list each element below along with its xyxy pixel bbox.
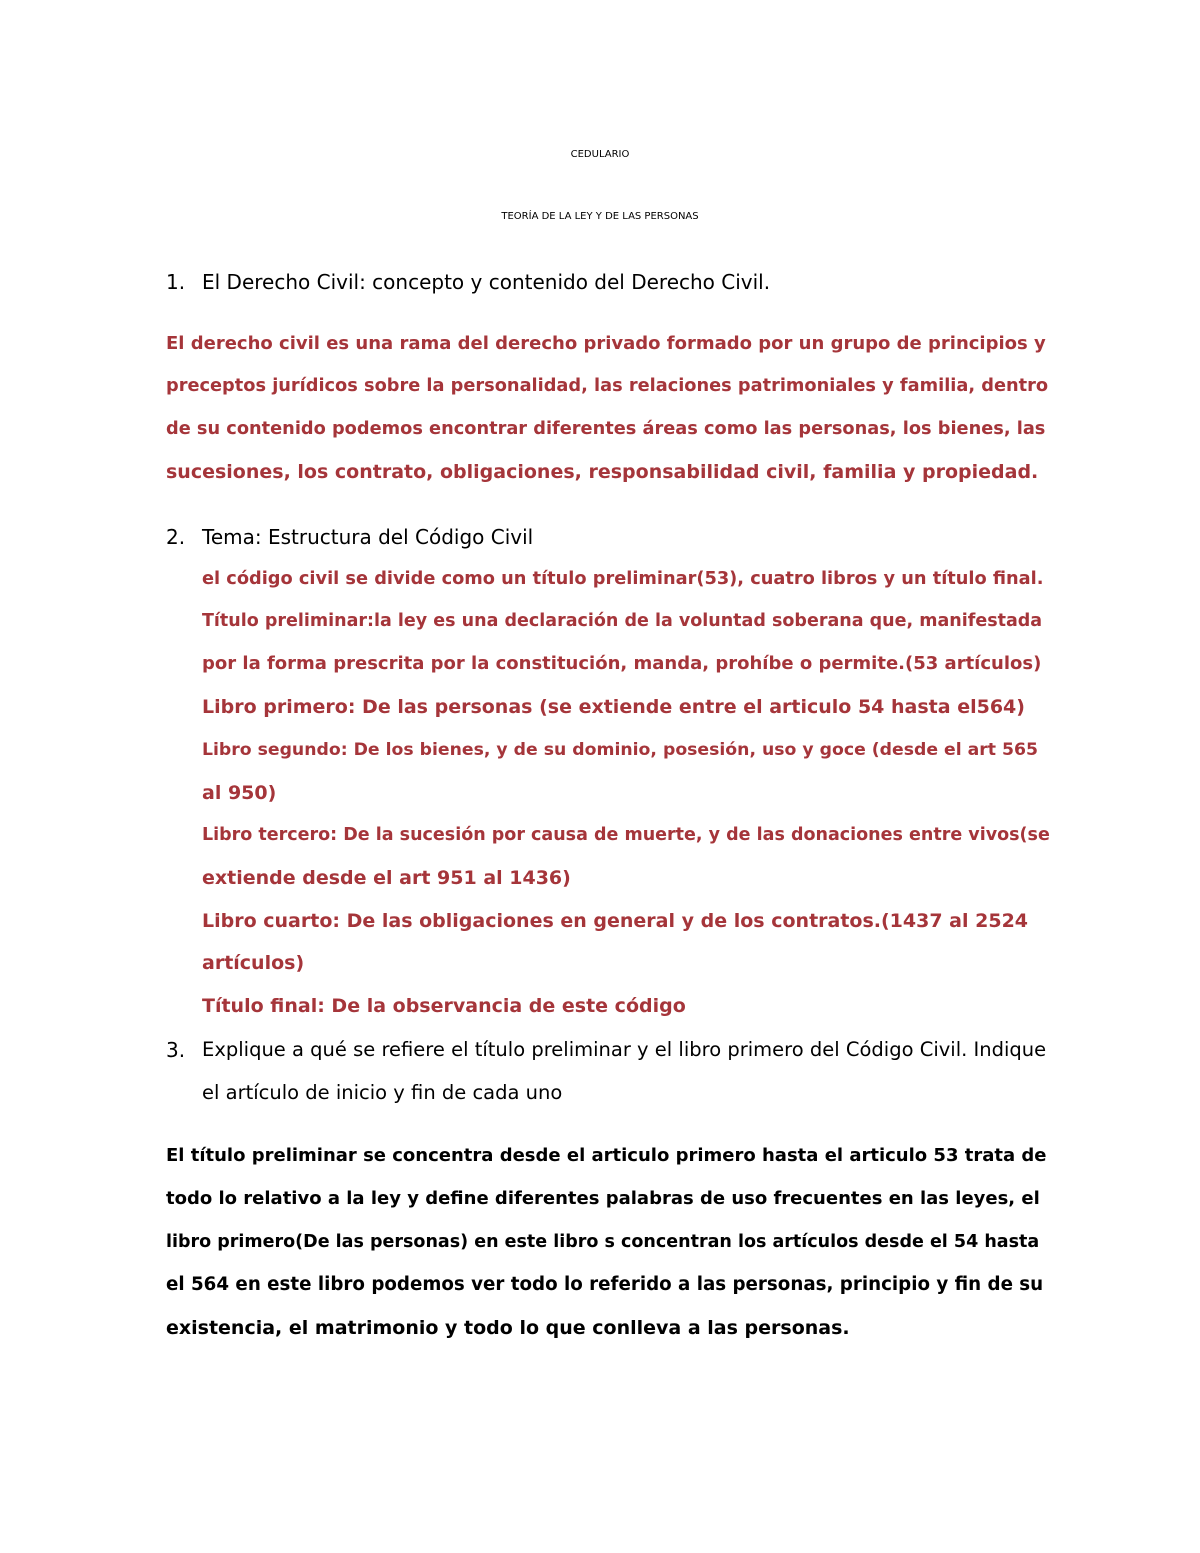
item-2-answer-line: Libro segundo: De los bienes, y de su dominio, posesión, uso y goce (desde el art 565 xyxy=(202,740,1039,760)
document-title: CEDULARIO xyxy=(570,149,630,160)
item-2-answer-line: Libro tercero: De la sucesión por causa de muerte, y de las donaciones entre vivos(se xyxy=(202,825,1050,845)
item-2-answer-line: Título preliminar:la ley es una declaración de la voluntad soberana que, manifestada xyxy=(202,611,1043,631)
item-3-answer-line: El título preliminar se concentra desde el articulo primero hasta el articulo 53 trata de xyxy=(166,1145,1047,1166)
item-2-answer-line: el código civil se divide como un título preliminar(53), cuatro libros y un título final. xyxy=(202,569,1044,589)
item-1-number: 1. xyxy=(166,270,186,294)
item-3-answer-line: existencia, el matrimonio y todo lo que conlleva a las personas. xyxy=(166,1317,850,1339)
item-1-answer-line: preceptos jurídicos sobre la personalidad, las relaciones patrimoniales y familia, dentro xyxy=(166,376,1049,396)
document-subtitle: TEORÍA DE LA LEY Y DE LAS PERSONAS xyxy=(501,211,699,222)
item-3-answer-line: libro primero(De las personas) en este libro s concentran los artículos desde el 54 hasta xyxy=(166,1232,1040,1252)
item-2-answer-line: por la forma prescrita por la constitución, manda, prohíbe o permite.(53 artículos) xyxy=(202,653,1042,674)
item-2-answer-line: Título final: De la observancia de este código xyxy=(202,995,686,1017)
item-2-number: 2. xyxy=(166,525,186,549)
item-3-answer-line: todo lo relativo a la ley y define diferentes palabras de uso frecuentes en las leyes, el xyxy=(166,1188,1040,1209)
item-3-question-line: el artículo de inicio y fin de cada uno xyxy=(202,1081,563,1104)
item-2-answer-line: al 950) xyxy=(202,782,277,804)
item-2-answer-line: extiende desde el art 951 al 1436) xyxy=(202,867,571,889)
item-3-question-line: Explique a qué se refiere el título preliminar y el libro primero del Código Civil. Indique xyxy=(202,1038,1047,1061)
item-1-answer-line: El derecho civil es una rama del derecho privado formado por un grupo de principios y xyxy=(166,333,1046,354)
item-2-question: Tema: Estructura del Código Civil xyxy=(202,525,534,549)
item-1-answer-line: de su contenido podemos encontrar diferentes áreas como las personas, los bienes, las xyxy=(166,419,1046,439)
item-3-answer-line: el 564 en este libro podemos ver todo lo referido a las personas, principio y fin de su xyxy=(166,1274,1044,1295)
item-2-answer-line: Libro primero: De las personas (se extiende entre el articulo 54 hasta el564) xyxy=(202,696,1025,718)
item-1-question: El Derecho Civil: concepto y contenido del Derecho Civil. xyxy=(202,270,771,294)
item-2-answer-line: artículos) xyxy=(202,952,305,974)
item-3-number: 3. xyxy=(166,1038,186,1062)
item-2-answer-line: Libro cuarto: De las obligaciones en general y de los contratos.(1437 al 2524 xyxy=(202,910,1029,932)
item-1-answer-line: sucesiones, los contrato, obligaciones, responsabilidad civil, familia y propiedad. xyxy=(166,461,1039,483)
